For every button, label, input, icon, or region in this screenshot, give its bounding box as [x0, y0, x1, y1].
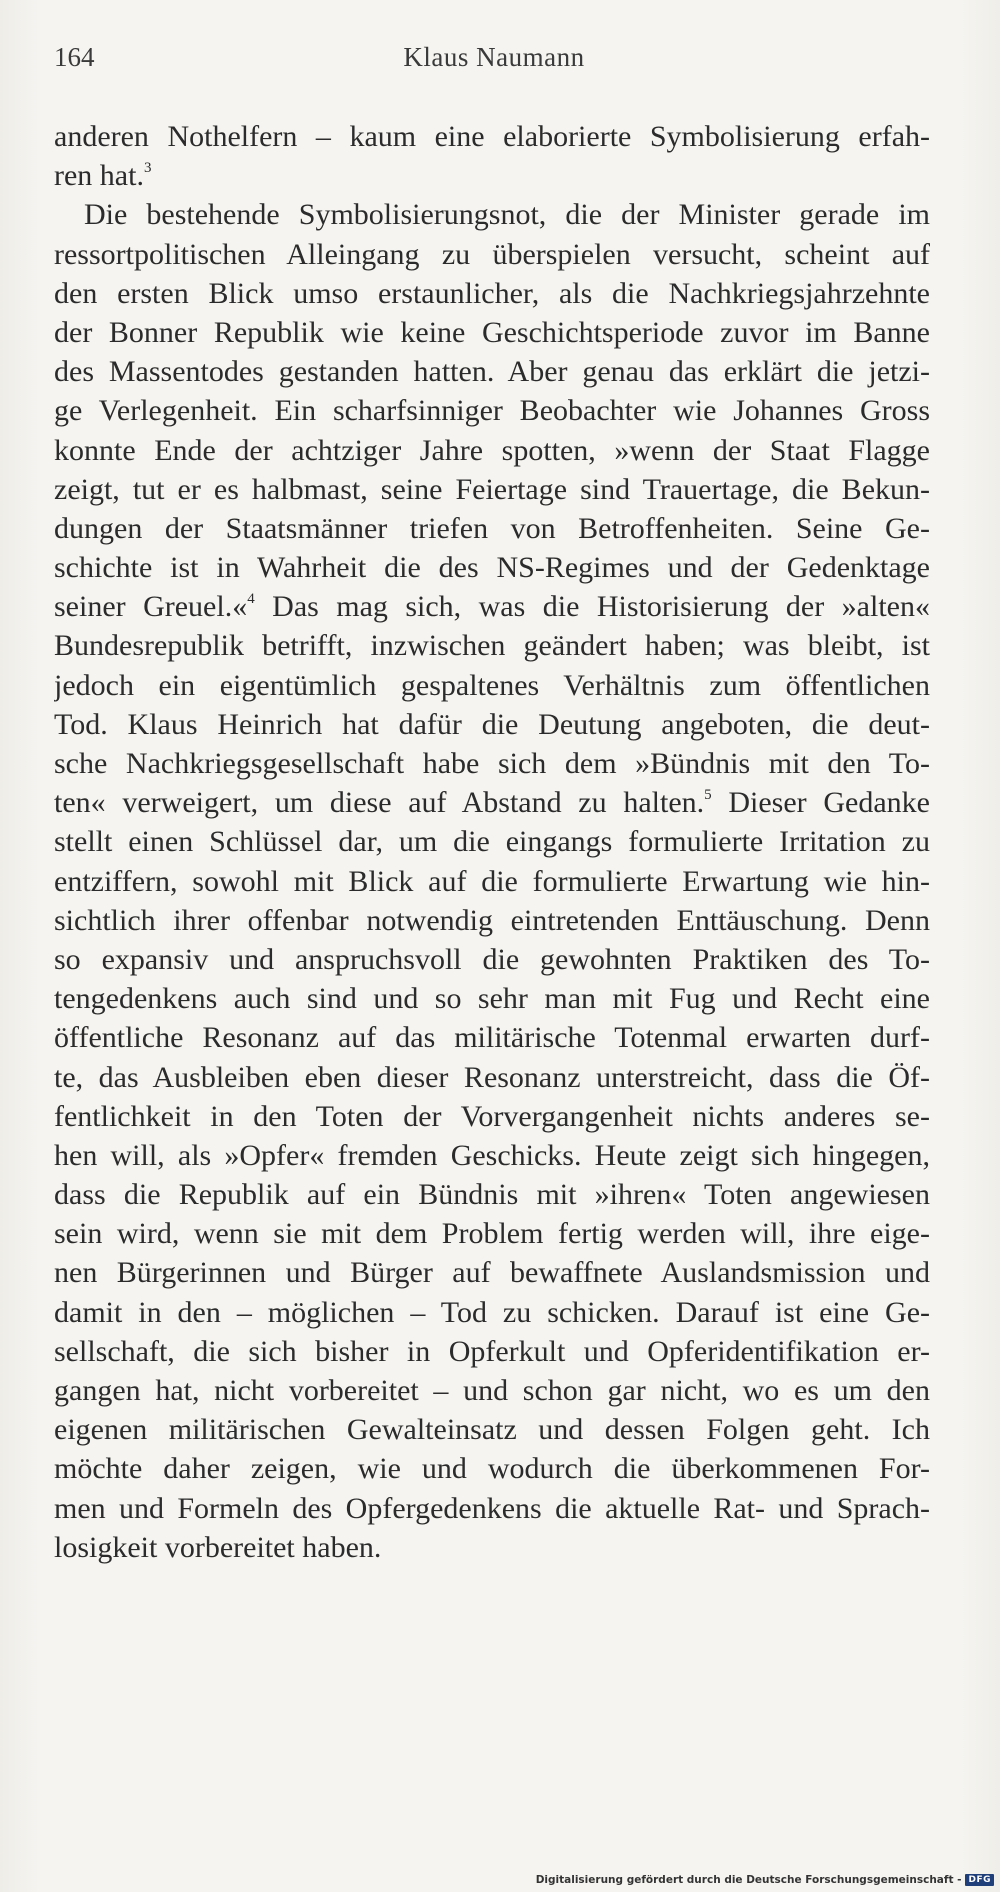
- text-line: stellt einen Schlüssel dar, um die eingangs formulierte Irritation zu: [54, 825, 930, 859]
- text-line: ten« verweigert, um diese auf Abstand zu halten.$^5$ Dieser Gedanke: [54, 786, 930, 820]
- text-line: sichtlich ihrer offenbar notwendig eintretenden Enttäuschung. Denn: [54, 903, 930, 937]
- text-line: fentlichkeit in den Toten der Vorvergangenheit nichts anderes se-: [54, 1099, 930, 1133]
- text-line: anderen Nothelfern – kaum eine elaborierte Symbolisierung erfah-: [54, 120, 930, 153]
- text-line: öffentliche Resonanz auf das militärische Totenmal erwarten durf-: [54, 1021, 930, 1055]
- text-line: zeigt, tut er es halbmast, seine Feiertage sind Trauertage, die Bekun-: [54, 472, 930, 506]
- text-line: sche Nachkriegsgesellschaft habe sich dem »Bündnis mit den To-: [54, 747, 930, 780]
- text-line: dass die Republik auf ein Bündnis mit »ihren« Toten angewiesen: [54, 1178, 930, 1212]
- text-line: den ersten Blick umso erstaunlicher, als die Nachkriegsjahrzehnte: [54, 276, 930, 310]
- text-line: Die bestehende Symbolisierungsnot, die der Minister gerade im: [84, 198, 930, 232]
- text-line: dungen der Staatsmänner triefen von Betroffenheiten. Seine Ge-: [54, 511, 930, 545]
- text-line: damit in den – möglichen – Tod zu schicken. Darauf ist eine Ge-: [54, 1295, 930, 1329]
- text-line: gangen hat, nicht vorbereitet – und schon gar nicht, wo es um den: [54, 1374, 930, 1407]
- text-line: konnte Ende der achtziger Jahre spotten, »wenn der Staat Flagge: [54, 433, 930, 467]
- page-number: 164: [54, 42, 95, 72]
- text-line: ren hat.$^3$: [54, 159, 152, 193]
- digitization-credit: [536, 1874, 994, 1886]
- text-line: sellschaft, die sich bisher in Opferkult und Opferidentifikation er-: [54, 1334, 930, 1368]
- text-line: möchte daher zeigen, wie und wodurch die überkommenen For-: [54, 1452, 930, 1486]
- credit-text: Digitalisierung gefördert durch die Deutsche Forschungsgemeinschaft -: [535, 1874, 962, 1886]
- running-head-author: Klaus Naumann: [403, 42, 585, 72]
- text-line: der Bonner Republik wie keine Geschichtsperiode zuvor im Banne: [54, 315, 930, 349]
- text-line: seiner Greuel.«$^4$ Das mag sich, was die Historisierung der »alten«: [54, 590, 930, 624]
- text-line: tengedenkens auch sind und so sehr man mit Fug und Recht eine: [54, 982, 930, 1016]
- text-line: so expansiv und anspruchsvoll die gewohnten Praktiken des To-: [54, 942, 930, 976]
- text-line: hen will, als »Opfer« fremden Geschicks. Heute zeigt sich hingegen,: [54, 1138, 930, 1172]
- text-line: nen Bürgerinnen und Bürger auf bewaffnete Auslandsmission und: [54, 1256, 930, 1290]
- text-line: te, das Ausbleiben eben dieser Resonanz unterstreicht, dass die Öf-: [54, 1060, 930, 1094]
- text-line: sein wird, wenn sie mit dem Problem fertig werden will, ihre eige-: [54, 1217, 930, 1251]
- text-line: ge Verlegenheit. Ein scharfsinniger Beobachter wie Johannes Gross: [54, 394, 930, 428]
- text-line: eigenen militärischen Gewalteinsatz und dessen Folgen geht. Ich: [54, 1413, 930, 1447]
- text-line: losigkeit vorbereitet haben.: [54, 1530, 382, 1564]
- text-line: schichte ist in Wahrheit die des NS-Regimes und der Gedenktage: [54, 551, 930, 585]
- body-text: [54, 117, 930, 1567]
- text-line: men und Formeln des Opfergedenkens die aktuelle Rat- und Sprach-: [54, 1491, 930, 1525]
- running-head: [54, 42, 934, 82]
- footnote-ref: 4: [247, 591, 255, 608]
- text-line: jedoch ein eigentümlich gespaltenes Verhältnis zum öffentlichen: [54, 668, 930, 702]
- text-line: entziffern, sowohl mit Blick auf die formulierte Erwartung wie hin-: [54, 864, 930, 898]
- text-line: des Massentodes gestanden hatten. Aber genau das erklärt die jetzi-: [54, 355, 930, 389]
- dfg-logo-icon: DFG: [965, 1874, 994, 1886]
- footnote-ref: 5: [704, 787, 712, 804]
- text-line: Tod. Klaus Heinrich hat dafür die Deutung angeboten, die deut-: [54, 707, 930, 741]
- footnote-ref: 3: [143, 160, 152, 177]
- text-line: Bundesrepublik betrifft, inzwischen geändert haben; was bleibt, ist: [54, 629, 930, 663]
- text-line: ressortpolitischen Alleingang zu überspielen versucht, scheint auf: [54, 237, 930, 271]
